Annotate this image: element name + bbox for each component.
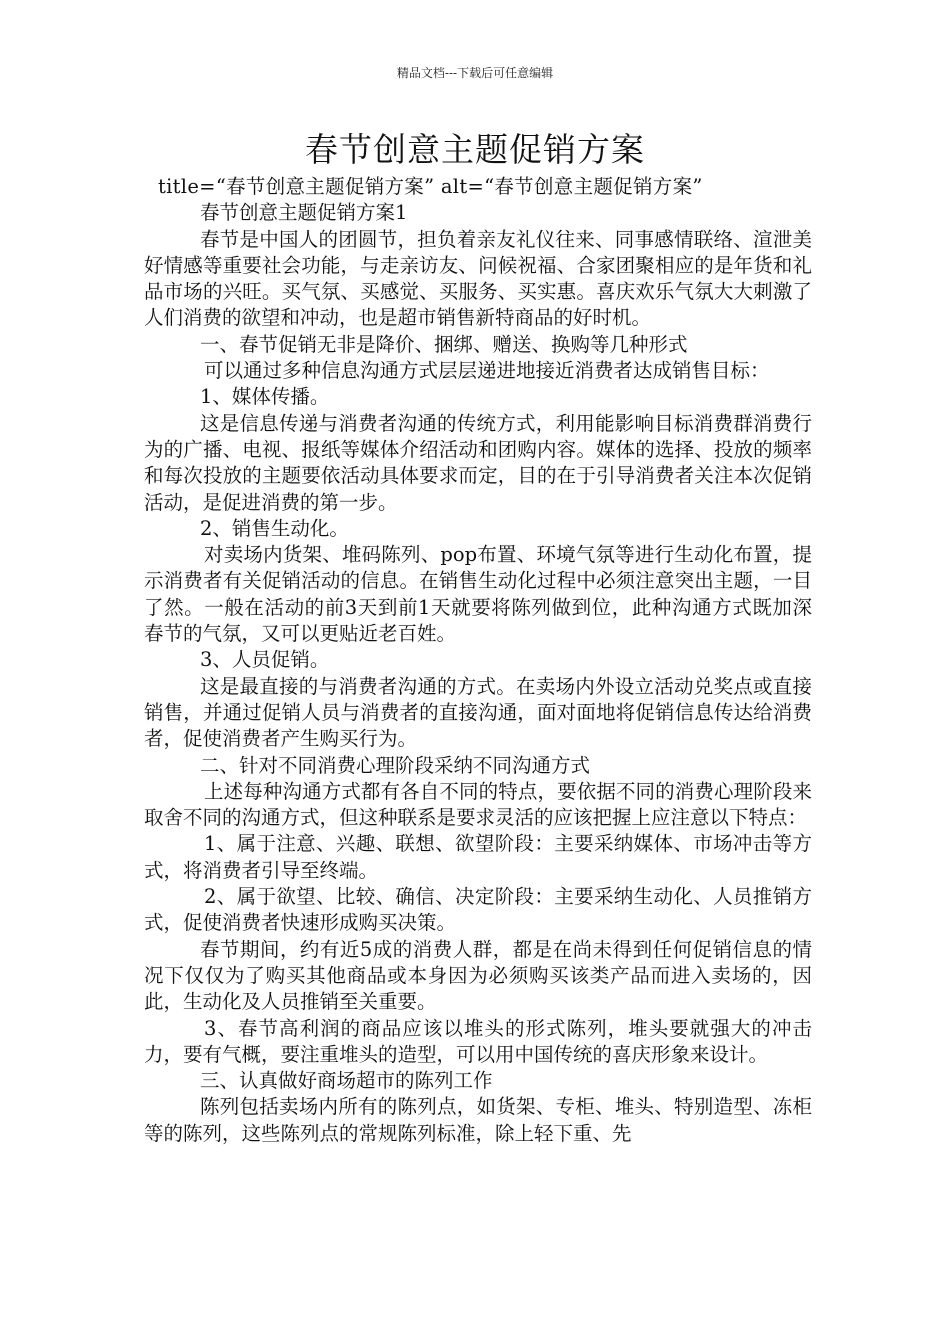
paragraph: 春节是中国人的团圆节，担负着亲友礼仪往来、同事感情联络、渲泄美好情感等重要社会功能，与走亲访友、问候祝福、合家团聚相应的是年货和礼品市场的兴旺。买气氛、买感觉、买服务、买实惠。喜庆欢乐气氛大大刺激了人们消费的欲望和冲动，也是超市销售新特商品的好时机。 [144,227,812,330]
document-title: 春节创意主题促销方案 [305,130,645,169]
section-heading: 三、认真做好商场超市的陈列工作 [200,1069,493,1093]
paragraph: 1、属于注意、兴趣、联想、欲望阶段：主要采纳媒体、市场冲击等方式，将消费者引导至终端。 [144,832,812,882]
page-header: 精品文档---下载后可任意编辑 [396,66,554,80]
paragraph: 3、春节高利润的商品应该以堆头的形式陈列，堆头要就强大的冲击力，要有气概，要注重堆头的造型，可以用中国传统的喜庆形象来设计。 [144,1016,812,1066]
list-item-heading: 3、人员促销。 [200,648,330,672]
section-heading: 春节创意主题促销方案1 [200,201,408,225]
paragraph: 这是最直接的与消费者沟通的方式。在卖场内外设立活动兑奖点或直接销售，并通过促销人员与消费者的直接沟通，面对面地将促销信息传达给消费者，促使消费者产生购买行为。 [144,674,812,751]
list-item-heading: 2、销售生动化。 [200,516,349,540]
paragraph: 对卖场内货架、堆码陈列、pop布置、环境气氛等进行生动化布置，提示消费者有关促销活动的信息。在销售生动化过程中必须注意突出主题，一目了然。一般在活动的前3天到前1天就要将陈列做到位，此种沟通方式既加深春节的气氛，又可以更贴近老百姓。 [144,543,812,646]
list-item-heading: 1、媒体传播。 [200,385,330,409]
title-alt-line: title=“春节创意主题促销方案” alt=“春节创意主题促销方案” [158,175,703,198]
paragraph: 上述每种沟通方式都有各自不同的特点，要依据不同的消费心理阶段来取舍不同的沟通方式，但这种联系是要求灵活的应该把握上应注意以下特点： [144,779,812,830]
document-body [144,174,812,1147]
paragraph: 春节期间，约有近5成的消费人群，都是在尚未得到任何促销信息的情况下仅仅为了购买其他商品或本身因为必须购买该类产品而进入卖场的，因此，生动化及人员推销至关重要。 [144,937,812,1014]
section-heading: 二、针对不同消费心理阶段采纳不同沟通方式 [200,753,591,777]
paragraph: 可以通过多种信息沟通方式层层递进地接近消费者达成销售目标： [204,359,770,383]
paragraph: 2、属于欲望、比较、确信、决定阶段：主要采纳生动化、人员推销方式，促使消费者快速形成购买决策。 [144,885,812,935]
paragraph: 这是信息传递与消费者沟通的传统方式，利用能影响目标消费群消费行为的广播、电视、报纸等媒体介绍活动和团购内容。媒体的选择、投放的频率和每次投放的主题要依活动具体要求而定，目的在于引导消费者关注本次促销活动，是促进消费的第一步。 [144,411,812,514]
section-heading: 一、春节促销无非是降价、捆绑、赠送、换购等几种形式 [200,332,688,356]
paragraph: 陈列包括卖场内所有的陈列点，如货架、专柜、堆头、特别造型、冻柜等的陈列，这些陈列点的常规陈列标准，除上轻下重、先 [144,1095,812,1145]
